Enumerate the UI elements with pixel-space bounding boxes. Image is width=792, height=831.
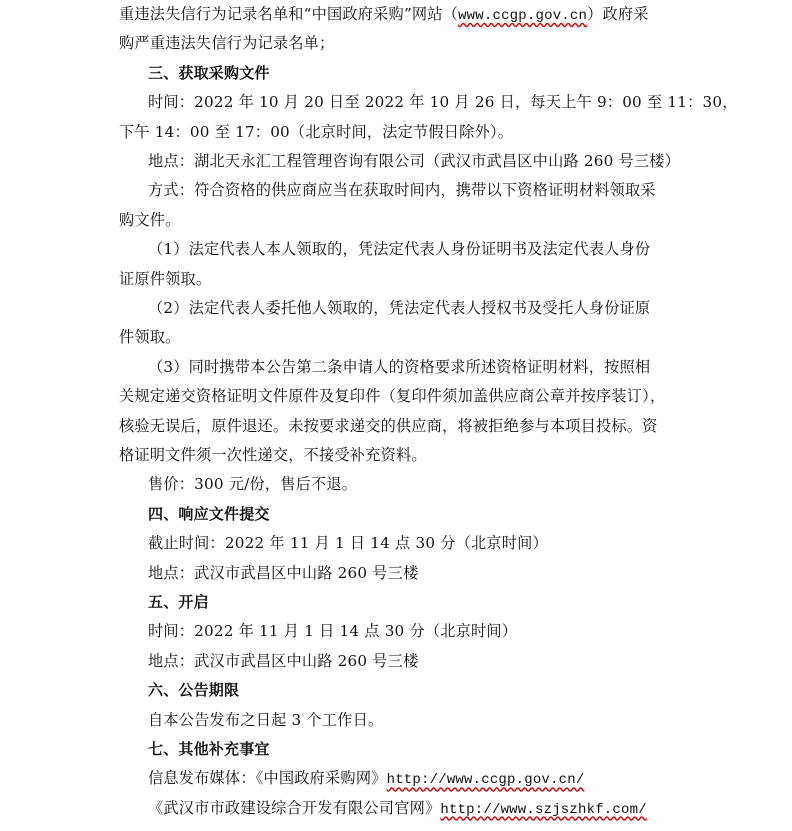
line-text: 《武汉市市政建设综合开发有限公司官网》: [148, 798, 441, 817]
line-text: （3）同时携带本公告第二条申请人的资格要求所述资格证明材料，按照相: [148, 357, 651, 376]
line-text: 信息发布媒体：《中国政府采购网》: [148, 769, 387, 788]
paragraph-line: [148, 239, 650, 259]
paragraph-line: [148, 298, 650, 318]
line-text: 下午 14：00 至 17：00（北京时间，法定节假日除外）。: [119, 122, 514, 141]
section-heading: [148, 680, 239, 700]
paragraph-line: [119, 445, 427, 465]
paragraph-line: [148, 151, 680, 171]
paragraph-line: [119, 416, 658, 436]
line-text: （1）法定代表人本人领取的，凭法定代表人身份证明书及法定代表人身份: [148, 240, 651, 259]
line-text: 三、获取采购文件: [148, 63, 270, 82]
line-text: 售价：300 元/份，售后不退。: [148, 475, 358, 494]
paragraph-line: [119, 4, 649, 26]
line-text: 件领取。: [119, 328, 181, 347]
paragraph-line: [148, 533, 548, 553]
section-heading: [148, 739, 270, 759]
website-link[interactable]: www.ccgp.gov.cn: [458, 8, 588, 24]
paragraph-line: [119, 33, 334, 53]
paragraph-line: [148, 474, 357, 494]
paragraph-line: [119, 122, 513, 142]
line-text: 五、开启: [148, 593, 209, 611]
line-text: 重违法失信行为记录名单和“中国政府采购”网站（: [119, 5, 459, 23]
section-heading: [148, 63, 270, 83]
paragraph-line: [148, 710, 383, 730]
line-text: 时间：2022 年 10 月 20 日至 2022 年 10 月 26 日，每天上午 9：00 至 11：30，: [148, 93, 738, 112]
line-text: 七、其他补充事宜: [148, 740, 270, 758]
line-text: 格证明文件须一次性递交，不接受补充资料。: [119, 446, 427, 464]
paragraph-line: [148, 798, 647, 820]
paragraph-line: [148, 357, 650, 377]
paragraph-line: [148, 651, 418, 671]
website-link[interactable]: http://www.ccgp.gov.cn/: [386, 772, 585, 789]
line-text-after: ）政府采: [587, 5, 649, 23]
paragraph-line: [119, 269, 211, 289]
line-text: 地点：武汉市武昌区中山路 260 号三楼: [148, 563, 419, 582]
line-text: 证原件领取。: [119, 269, 212, 288]
paragraph-line: [148, 563, 418, 583]
line-text: 购严重违法失信行为记录名单；: [119, 34, 335, 53]
paragraph-line: [119, 210, 181, 230]
line-text: 时间：2022 年 11 月 1 日 14 点 30 分（北京时间）: [148, 622, 518, 641]
section-heading: [148, 504, 270, 524]
line-text: 地点：武汉市武昌区中山路 260 号三楼: [148, 651, 419, 670]
paragraph-line: [148, 768, 584, 790]
paragraph-line: [119, 386, 665, 406]
line-text: 地点：湖北天永汇工程管理咨询有限公司（武汉市武昌区中山路 260 号三楼）: [148, 152, 681, 170]
line-text: 自本公告发布之日起 3 个工作日。: [148, 710, 384, 729]
paragraph-line: [148, 621, 517, 641]
website-link[interactable]: http://www.szjszhkf.com/: [440, 801, 647, 818]
line-text: 关规定递交资格证明文件原件及复印件（复印件须加盖供应商公章并按序装订），: [119, 387, 666, 406]
line-text: 截止时间：2022 年 11 月 1 日 14 点 30 分（北京时间）: [148, 534, 548, 553]
section-heading: [148, 592, 209, 612]
paragraph-line: [148, 92, 738, 112]
line-text: 核验无误后，原件退还。未按要求递交的供应商，将被拒绝参与本项目投标。资: [119, 416, 658, 435]
paragraph-line: [119, 327, 181, 347]
line-text: 方式：符合资格的供应商应当在获取时间内，携带以下资格证明材料领取采: [148, 181, 656, 200]
line-text: 购文件。: [119, 210, 181, 229]
paragraph-line: [148, 180, 656, 200]
line-text: 四、响应文件提交: [148, 504, 270, 523]
line-text: 六、公告期限: [148, 681, 240, 700]
line-text: （2）法定代表人委托他人领取的，凭法定代表人授权书及受托人身份证原: [148, 299, 651, 317]
